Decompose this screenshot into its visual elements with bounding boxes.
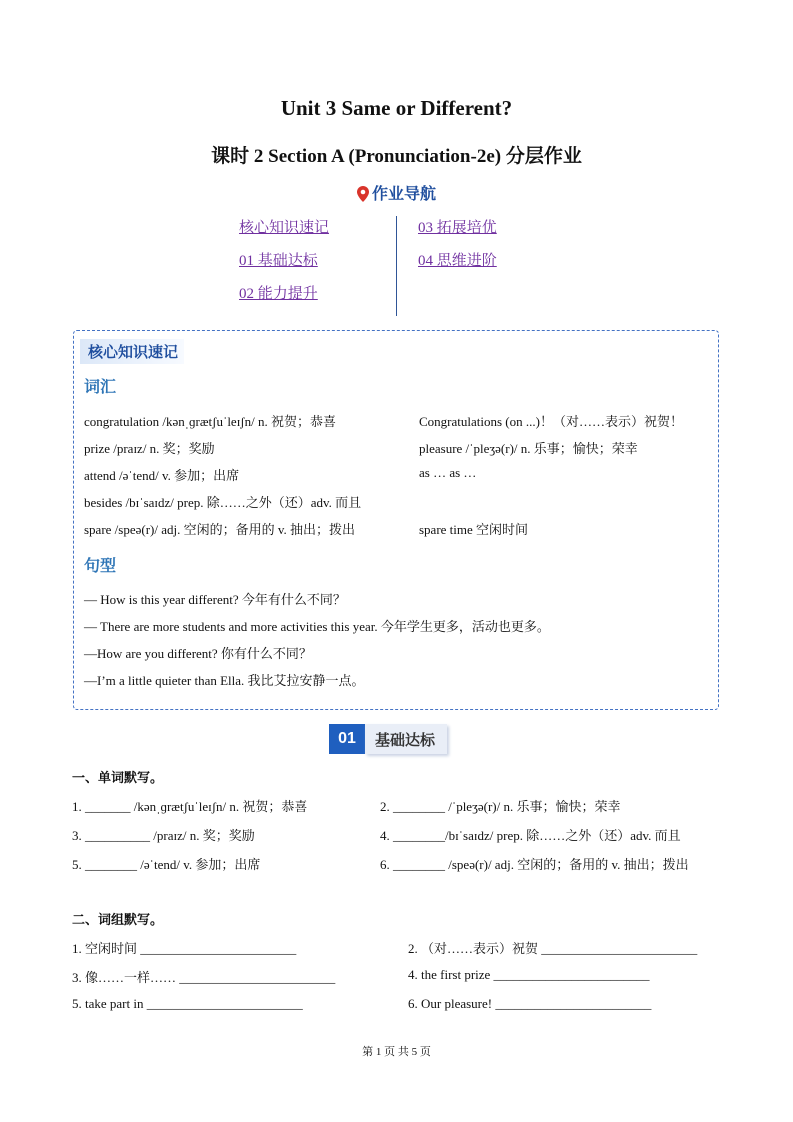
nav-heading-label: 作业导航 — [371, 186, 436, 203]
location-pin-icon — [357, 186, 369, 207]
vocab-item: Congratulations (on ...)！（对……表示）祝贺！ — [419, 414, 683, 429]
sentence-item: — How is this year different? 今年有什么不同？ — [84, 592, 346, 607]
vocab-heading: 词汇 — [84, 379, 117, 396]
nav-link-02[interactable]: 02 能力提升 — [239, 286, 318, 302]
nav-link-core[interactable]: 核心知识速记 — [239, 220, 330, 236]
vocab-item: attend /əˈtend/ v. 参加；出席 — [84, 468, 240, 483]
vocab-item: besides /bɪˈsaɪdz/ prep. 除……之外（还）adv. 而且 — [84, 495, 362, 510]
vocab-item: pleasure /ˈpleʒə(r)/ n. 乐事；愉快；荣幸 — [419, 441, 638, 456]
vocab-item: spare /speə(r)/ adj. 空闲的；备用的 v. 抽出；拨出 — [84, 522, 356, 537]
word-question: 1. _______ /kənˌɡrætʃuˈleɪʃn/ n. 祝贺；恭喜 — [72, 799, 308, 814]
word-question: 2. ________ /ˈpleʒə(r)/ n. 乐事；愉快；荣幸 — [380, 799, 621, 814]
nav-heading — [0, 181, 793, 207]
nav-link-01[interactable]: 01 基础达标 — [239, 253, 318, 269]
vocab-item: spare time 空闲时间 — [419, 522, 529, 537]
section-01-badge — [329, 724, 447, 754]
nav-link-04[interactable]: 04 思维进阶 — [418, 253, 497, 269]
vocab-item: congratulation /kənˌɡrætʃuˈleɪʃn/ n. 祝贺；恭喜 — [84, 414, 337, 429]
page-subtitle: 课时 2 Section A (Pronunciation-2e) 分层作业 — [211, 146, 582, 167]
sentence-item: —I’m a little quieter than Ella. 我比艾拉安静一点。 — [84, 673, 365, 688]
word-question: 6. ________ /speə(r)/ adj. 空闲的；备用的 v. 抽出；拨出 — [380, 857, 689, 872]
section-01-title: 基础达标 — [365, 724, 447, 754]
part1-heading: 一、单词默写。 — [72, 770, 164, 785]
section-01-number: 01 — [329, 724, 365, 754]
vocab-item: as … as … — [419, 465, 477, 480]
vocab-item: prize /praɪz/ n. 奖；奖励 — [84, 441, 215, 456]
phrase-question: 3. 像……一样…… ________________________ — [72, 970, 336, 985]
part2-heading: 二、词组默写。 — [72, 912, 164, 927]
word-question: 5. ________ /əˈtend/ v. 参加；出席 — [72, 857, 261, 872]
sentence-item: —How are you different? 你有什么不同？ — [84, 646, 312, 661]
phrase-question: 4. the first prize ________________________ — [408, 967, 650, 982]
phrase-question: 6. Our pleasure! ________________________ — [408, 996, 652, 1011]
nav-link-03[interactable]: 03 拓展培优 — [418, 220, 497, 236]
core-knowledge-tab: 核心知识速记 — [80, 339, 184, 364]
phrase-question: 1. 空闲时间 ________________________ — [72, 941, 297, 956]
page-footer: 第 1 页 共 5 页 — [362, 1046, 431, 1058]
sentence-heading: 句型 — [84, 558, 117, 575]
word-question: 3. __________ /praɪz/ n. 奖；奖励 — [72, 828, 255, 843]
word-question: 4. ________/bɪˈsaɪdz/ prep. 除……之外（还）adv. 而且 — [380, 828, 681, 843]
sentence-item: — There are more students and more activities this year. 今年学生更多，活动也更多。 — [84, 619, 550, 634]
phrase-question: 5. take part in ________________________ — [72, 996, 303, 1011]
nav-divider — [396, 216, 397, 316]
phrase-question: 2. （对……表示）祝贺 ________________________ — [408, 941, 698, 956]
page-title: Unit 3 Same or Different? — [280, 96, 513, 120]
